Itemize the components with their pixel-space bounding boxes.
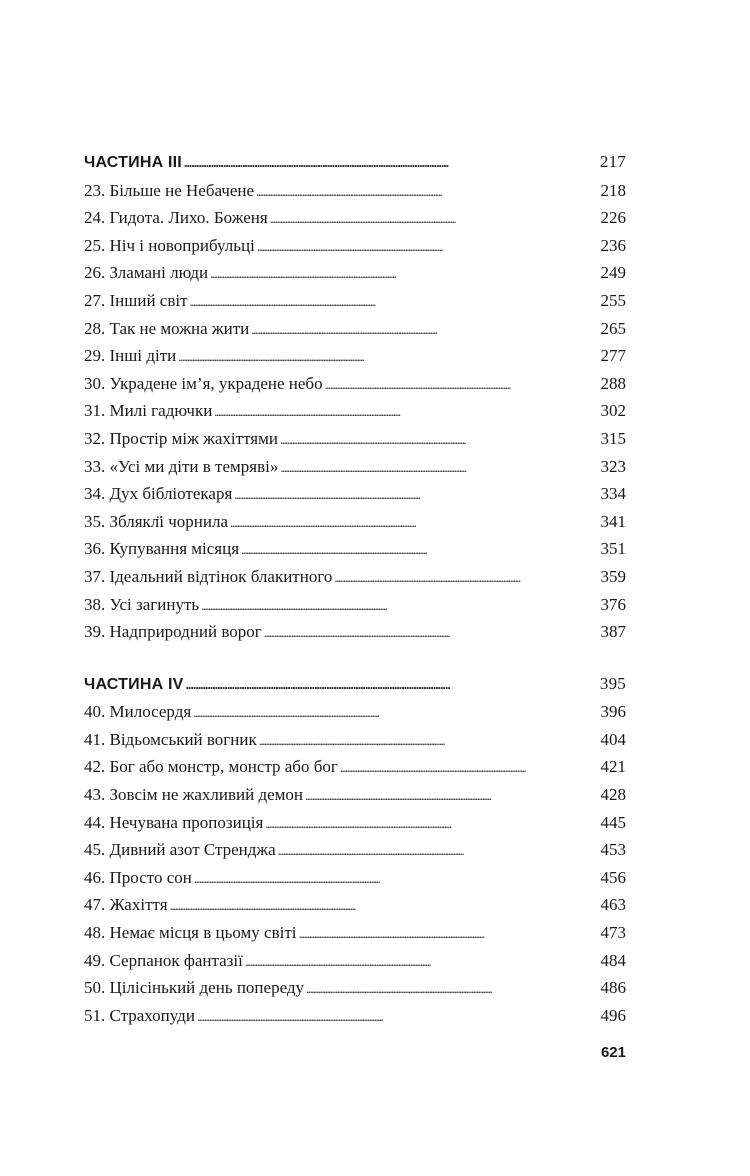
page-number: 621 [600,1044,626,1061]
part-heading[interactable] [84,148,626,176]
dot-leader [280,453,596,482]
dot-leader [270,204,597,233]
chapter-title: 33. «Усі ми діти в темряві» [84,456,279,476]
dot-leader [210,259,596,288]
toc-entry[interactable] [84,259,626,287]
toc-entry[interactable] [84,781,626,809]
chapter-title: 40. Милосердя [84,702,192,722]
chapter-title: 26. Зламані люди [84,263,209,283]
dot-leader [278,836,597,865]
chapter-title: 39. Надприродний ворог [84,622,262,642]
dot-leader [264,618,597,647]
dot-leader [184,149,596,177]
chapter-title: 41. Відьомський вогник [84,729,257,749]
chapter-page-number: 396 [600,702,626,722]
dot-leader [230,508,596,537]
chapter-page-number: 404 [600,729,626,749]
chapter-page-number: 484 [600,950,626,970]
chapter-title: 37. Ідеальний відтінок блакитного [84,566,333,586]
part-4 [84,670,626,1030]
chapter-page-number: 334 [600,484,626,504]
chapter-title: 51. Страхопуди [84,1005,195,1025]
chapter-title: 28. Так не можна жити [84,318,250,338]
dot-leader [334,563,596,592]
dot-leader [265,809,596,838]
part-heading[interactable] [84,670,626,698]
chapter-page-number: 351 [600,539,626,559]
dot-leader [245,947,597,976]
toc-entry[interactable] [84,232,626,260]
chapter-page-number: 473 [600,923,626,943]
toc-entry[interactable] [84,342,626,370]
chapter-page-number: 456 [600,867,626,887]
chapter-title: 42. Бог або монстр, монстр або бог [84,757,338,777]
dot-leader [194,864,597,893]
dot-leader [197,1002,597,1031]
part-title: ЧАСТИНА III [84,154,182,171]
chapter-page-number: 387 [600,622,626,642]
toc-entry[interactable] [84,591,626,619]
chapter-page-number: 218 [600,180,626,200]
dot-leader [257,232,597,261]
chapter-title: 38. Усі загинуть [84,594,200,614]
chapter-page-number: 445 [600,812,626,832]
toc-entry[interactable] [84,753,626,781]
toc-entry[interactable] [84,618,626,646]
dot-leader [201,591,596,620]
toc-entry[interactable] [84,974,626,1002]
toc-entry[interactable] [84,508,626,536]
chapter-title: 35. Зблякл̈і чорнила [84,511,229,531]
chapter-title: 31. Милі гадючки [84,401,213,421]
dot-leader [259,726,597,755]
toc-entry[interactable] [84,809,626,837]
chapter-page-number: 236 [600,235,626,255]
chapter-page-number: 341 [600,511,626,531]
chapter-page-number: 265 [600,318,626,338]
dot-leader [241,535,596,564]
toc-entry[interactable] [84,891,626,919]
toc-entry[interactable] [84,370,626,398]
chapter-page-number: 376 [600,594,626,614]
chapter-page-number: 226 [600,208,626,228]
toc-entry[interactable] [84,947,626,975]
chapter-page-number: 463 [600,895,626,915]
toc-entry[interactable] [84,726,626,754]
dot-leader [305,781,596,810]
chapter-page-number: 255 [600,290,626,310]
chapter-title: 49. Серпанок фантазії [84,950,243,970]
toc-entry[interactable] [84,204,626,232]
chapter-title: 44. Нечувана пропозиція [84,812,264,832]
chapter-title: 36. Купування місяця [84,539,240,559]
toc-entry[interactable] [84,425,626,453]
chapter-page-number: 288 [600,373,626,393]
part-page-number: 217 [599,152,626,171]
chapter-title: 50. Цілісінький день попереду [84,978,305,998]
chapter-page-number: 486 [600,978,626,998]
chapter-title: 34. Дух бібліотекаря [84,484,233,504]
part-3 [84,148,626,646]
dot-leader [306,974,596,1003]
toc-entry[interactable] [84,563,626,591]
chapter-page-number: 421 [600,757,626,777]
chapter-page-number: 428 [600,785,626,805]
chapter-title: 43. Зовсім не жахливий демон [84,785,304,805]
chapter-page-number: 496 [600,1005,626,1025]
dot-leader [186,671,596,699]
dot-leader [170,891,597,920]
dot-leader [214,397,596,426]
chapter-title: 46. Просто сон [84,867,192,887]
chapter-title: 47. Жахіття [84,895,168,915]
dot-leader [193,698,596,727]
toc-entry[interactable] [84,315,626,343]
chapter-title: 23. Більше не Небачене [84,180,255,200]
dot-leader [340,753,597,782]
toc-entry[interactable] [84,177,626,205]
toc-entry[interactable] [84,480,626,508]
toc-entry[interactable] [84,864,626,892]
chapter-title: 27. Інший світ [84,290,188,310]
dot-leader [178,342,596,371]
chapter-title: 45. Дивний азот Стренджа [84,840,276,860]
chapter-title: 29. Інші діти [84,346,177,366]
chapter-page-number: 315 [600,428,626,448]
toc-entry[interactable] [84,453,626,481]
toc-entry[interactable] [84,287,626,315]
dot-leader [234,480,596,509]
table-of-contents [84,148,626,1029]
chapter-title: 32. Простір між жахіттями [84,428,278,448]
toc-entry[interactable] [84,397,626,425]
chapter-page-number: 453 [600,840,626,860]
dot-leader [190,287,597,316]
chapter-page-number: 277 [600,346,626,366]
chapter-page-number: 249 [600,263,626,283]
chapter-title: 25. Ніч і новоприбульці [84,235,255,255]
dot-leader [325,370,597,399]
toc-entry[interactable] [84,836,626,864]
chapter-page-number: 359 [600,566,626,586]
chapter-page-number: 302 [600,401,626,421]
dot-leader [280,425,597,454]
chapter-page-number: 323 [600,456,626,476]
toc-entry[interactable] [84,1002,626,1030]
toc-entry[interactable] [84,698,626,726]
part-page-number: 395 [599,673,626,693]
dot-leader [299,919,597,948]
toc-entry[interactable] [84,919,626,947]
dot-leader [256,177,596,206]
dot-leader [251,315,596,344]
chapter-title: 30. Украдене ім’я, украдене небо [84,373,323,393]
toc-entry[interactable] [84,535,626,563]
chapter-title: 48. Немає місця в цьому світі [84,923,297,943]
chapter-title: 24. Гидота. Лихо. Боженя [84,208,268,228]
part-title: ЧАСТИНА IV [84,675,184,693]
